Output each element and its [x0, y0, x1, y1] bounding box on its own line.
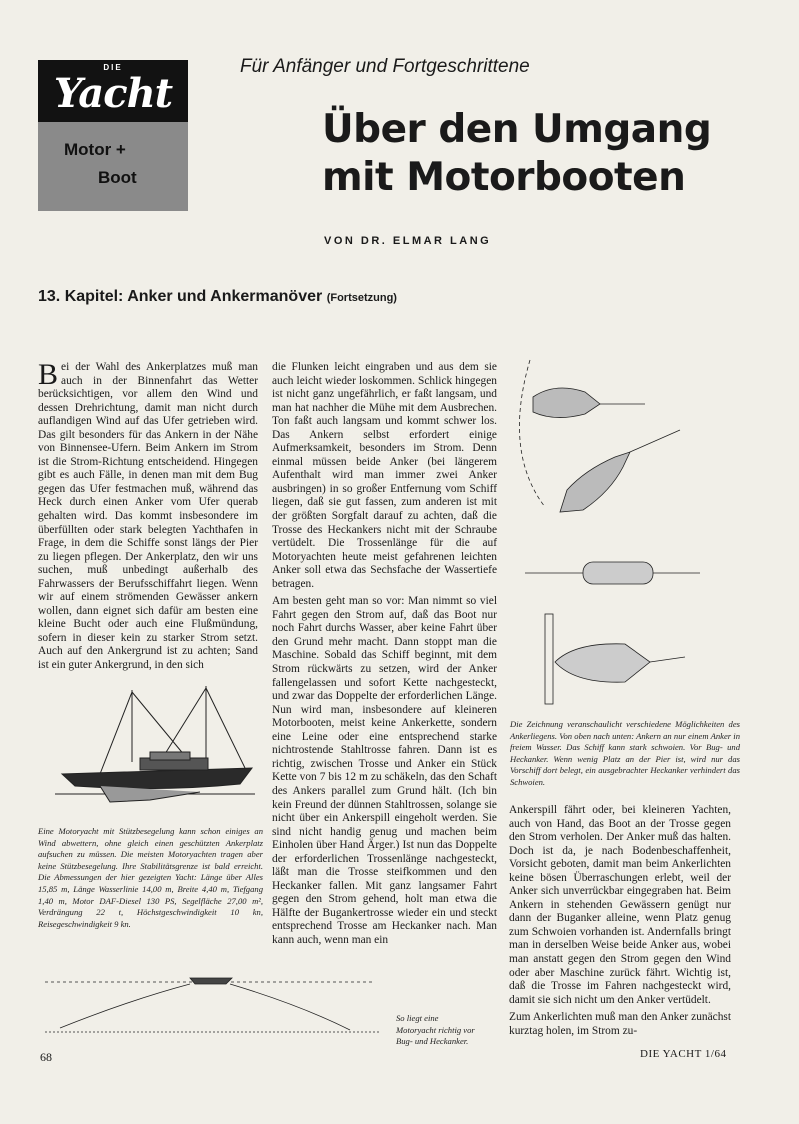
title-line-1: Über den Umgang [322, 107, 712, 152]
scope-caption: So liegt eine Motoryacht richtig vor Bug- und Heckanker. [396, 1013, 475, 1047]
chapter-title: 13. Kapitel: Anker und Ankermanöver [38, 288, 323, 305]
logo-boot: Boot [98, 168, 137, 187]
column-2 [272, 361, 497, 952]
kicker: Für Anfänger und Fortgeschrittene [240, 56, 530, 77]
logo-wordmark: Yacht [53, 70, 173, 117]
logo-motor: Motor + [64, 140, 126, 159]
col3-paragraph-1: Ankerspill fährt oder, bei kleineren Yachten, auch von Hand, das Boot an der Trosse gegen den Strom verholen. Der Anker muß das halten. Doch ist da, je nach Bodenbeschaffenheit, Vorsicht geboten, damit man beim Ankerlichten keine bösen Überraschungen erlebt, weil der Anker sich unverrückbar eingegraben hat. Beim Ankern in stehenden Gewässern genügt nur dann der Buganker alleine, wenn Platz genug zum Schwoien vorhanden ist. Andernfalls bringt man in derselben Weise beide Anker aus, wobei man anstatt gegen den Strom gegen den Wind oder aber Maschine zurück fährt. Wichtig ist, daß die Trosse im Fahren nachgesteckt wird, damit sie sich nicht um den Anker vertüdelt. [509, 804, 731, 1006]
article-title [322, 106, 762, 202]
diagram-caption: Die Zeichnung veranschaulicht verschiedene Möglichkeiten des Ankerliegens. Von oben nach unten: Ankern an nur einem Anker in freiem Wasser. Das Schiff kann stark schwoien. Vor Bug- und Heckanker. Wenn wenig Platz an der Pier ist, wird nur das Vorschiff dort belegt, ein ausgebrachter Heckanker verhindert das Schwoien. [510, 719, 740, 787]
yacht-caption: Eine Motoryacht mit Stützbesegelung kann schon einiges an Wind abwettern, ohne gleich einen geschützten Ankerplatz aufsuchen zu müssen. Die meisten Motoryachten tragen aber keine Stützbesegelung. Ihre Stabilitätsgrenze ist bald erreicht. Die Abmessungen der hier gezeigten Yacht: Länge über Alles 15,85 m, Länge Wasserlinie 14,00 m, Breite 4,40 m, Tiefgang 1,40 m, Motor DAF-Diesel 130 PS, Segelfläche 27,00 m², Verdrängung 22 t, Höchstgeschwindigkeit 10 kn, Reisegeschwindigkeit 9 kn. [38, 826, 263, 929]
anchor-scope-diagram [40, 960, 390, 1040]
title-line-2: mit Motorbooten [322, 155, 686, 200]
logo-small-text: DIE [103, 63, 123, 72]
chapter-heading [38, 288, 397, 306]
drop-cap: B [38, 358, 59, 391]
column-1 [38, 358, 258, 677]
anchoring-diagram [505, 352, 710, 717]
col2-paragraph-2: Am besten geht man so vor: Man nimmt so viel Fahrt gegen den Strom auf, daß das Boot nur noch Fahrt durchs Wasser, aber keine Fahrt über den Grund mehr macht. Dann stoppt man die Maschine. Sobald das Schiff beginnt, mit dem Strom rückwärts zu setzen, wird der Anker fallengelassen und sofort Kette nachgesteckt, und zwar das Doppelte der erforderlichen Länge. Nun wird man, insbesondere auf kleineren Motorbooten, meist keine Ankerkette, sondern eine Leine oder eine entsprechend starke nichtrostende Stahltrosse fahren. Dann ist es richtig, zwischen Trosse und Anker ein Stück Kette von 7 bis 12 m zu schäkeln, das den Schaft des Ankers parallel zum Grund hält. (Ich bin kein Freund der dünnen Stahltrossen, solange sie nicht über ein Ankerspill eingeholt werden. Sie sind nicht handig genug und machen beim Einholen über Hand Ärger.) Ist nun das Doppelte der erforderlichen Trossenlänge nachgesteckt, läßt man die Trosse steifkommen und den Heckanker fallen. Mit ganz langsamer Fahrt gegen den Strom gehend, holt man etwa die Hälfte der Bugankertrosse wieder ein und steckt entsprechend Trosse am Heckanker nach. Man kann auch, wenn man ein [272, 595, 497, 946]
col2-paragraph-1: die Flunken leicht eingraben und aus dem sie auch leicht wieder loskommen. Schlick hingegen ist nicht ganz ungefährlich, er faßt langsam, und man hat nachher die Mühe mit dem Ausbrechen. Ton faßt auch langsam und kommt schwer los. Das Ankern selbst erfordert einige Aufmerksamkeit, besonders im Strom. Denn einmal müssen beide Anker (bei längerem Aufenthalt wird man immer zwei Anker ausbringen) in so großer Entfernung vom Schiff liegen, daß sie gut fassen, zum anderen ist mit der größten Sorgfalt darauf zu achten, daß die Trosse des Heckankers nicht mit der Schraube vertüdelt. Die Trossenlänge für die auf Motoryachten heute meist gefahrenen leichten Anker soll etwa das Sechsfache der Wassertiefe betragen. [272, 361, 497, 590]
byline: VON DR. ELMAR LANG [324, 235, 492, 247]
motor-yacht-illustration [40, 682, 265, 817]
col1-paragraph-1: ei der Wahl des Ankerplatzes muß man auch in der Binnenfahrt das Wetter berücksichtigen, vor allem den Wind und dessen Drehrichtung, damit man nicht durch auflandigen Wind auf das Ufer getrieben wird. Das gilt besonders für das Ankern in der Nähe von Binnensee-Ufern. Beim Ankern im Strom ist die Strom-Richtung entscheidend. Hingegen gibt es auch Fälle, in denen man mit dem Bug gegen das Ufer festmachen muß, während das Heck durch einen Anker vom Ufer querab gehalten wird. Das kommt insbesondere im überfüllten oder stark belegten Yachthafen in Frage, in dem die Schiffe sonst längs der Pier zu liegen pflegen. Der Ankerplatz, den wir uns suchen, muß unbedingt außerhalb des Fahrwassers der Berufsschiffahrt liegen. Wenn wir auf einem strömenden Gewässer ankern wollen, dann eignet sich dafür am besten eine kleine Bucht oder auch eine Flußmündung, sofern in dieser kein zu starker Strom setzt. Auch auf den Ankergrund ist zu achten; Sand ist ein guter Ankergrund, in den sich [38, 361, 258, 672]
logo-subblock [38, 122, 188, 211]
column-3 [509, 804, 731, 1042]
page-number: 68 [40, 1050, 52, 1064]
issue-footer: DIE YACHT 1/64 [640, 1048, 727, 1060]
col3-paragraph-2: Zum Ankerlichten muß man den Anker zunächst kurztag holen, im Strom zu- [509, 1011, 731, 1037]
chapter-note: (Fortsetzung) [326, 292, 397, 304]
